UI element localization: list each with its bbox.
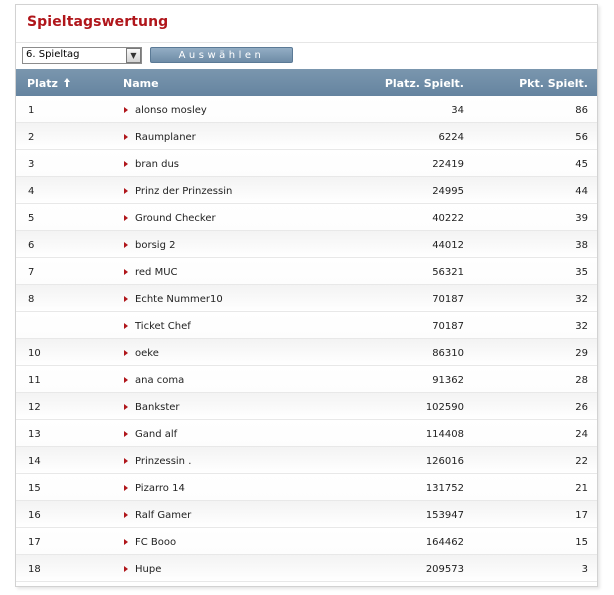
row-platz-spielt: 209573 — [425, 564, 464, 575]
chevron-down-icon[interactable]: ▼ — [126, 48, 141, 63]
player-name-link[interactable]: bran dus — [135, 159, 179, 170]
triangle-right-icon — [124, 512, 128, 518]
row-platz-spielt: 164462 — [425, 537, 464, 548]
row-platz-spielt: 44012 — [432, 240, 464, 251]
row-name[interactable] — [124, 510, 191, 521]
triangle-right-icon — [124, 539, 128, 545]
row-name[interactable] — [124, 105, 207, 116]
table-row — [16, 204, 597, 231]
table-row — [16, 177, 597, 204]
triangle-right-icon — [124, 107, 128, 113]
row-name[interactable] — [124, 429, 177, 440]
table-row — [16, 96, 597, 123]
triangle-right-icon — [124, 458, 128, 464]
row-pkt-spielt: 45 — [575, 159, 588, 170]
player-name-link[interactable]: red MUC — [135, 267, 178, 278]
header-platz[interactable]: Platz — [27, 77, 72, 90]
row-platz-spielt: 24995 — [432, 186, 464, 197]
row-platz-spielt: 91362 — [432, 375, 464, 386]
row-platz-spielt: 102590 — [425, 402, 464, 413]
standings-table — [16, 69, 597, 586]
player-name-link[interactable]: Echte Nummer10 — [135, 294, 223, 305]
header-platz-spielt[interactable]: Platz. Spielt. — [384, 77, 464, 90]
row-pkt-spielt: 32 — [575, 321, 588, 332]
row-platz-spielt: 56321 — [432, 267, 464, 278]
row-platz: 2 — [28, 132, 35, 143]
row-name[interactable] — [124, 240, 175, 251]
row-pkt-spielt: 15 — [575, 537, 588, 548]
table-row — [16, 285, 597, 312]
row-pkt-spielt: 24 — [575, 429, 588, 440]
select-button[interactable]: Auswählen — [150, 47, 293, 63]
panel-title: Spieltagswertung — [27, 14, 169, 30]
player-name-link[interactable]: Ticket Chef — [135, 321, 191, 332]
player-name-link[interactable]: Prinzessin . — [135, 456, 192, 467]
row-platz-spielt: 153947 — [425, 510, 464, 521]
triangle-right-icon — [124, 134, 128, 140]
row-name[interactable] — [124, 402, 180, 413]
triangle-right-icon — [124, 296, 128, 302]
table-row — [16, 528, 597, 555]
row-platz: 3 — [28, 159, 35, 170]
matchday-select[interactable] — [22, 47, 142, 64]
row-platz-spielt: 70187 — [432, 321, 464, 332]
matchday-select-value: 6. Spieltag — [26, 49, 80, 60]
triangle-right-icon — [124, 404, 128, 410]
triangle-right-icon — [124, 350, 128, 356]
player-name-link[interactable]: Pizarro 14 — [135, 483, 185, 494]
triangle-right-icon — [124, 485, 128, 491]
row-platz: 10 — [28, 348, 41, 359]
row-name[interactable] — [124, 564, 161, 575]
table-row — [16, 123, 597, 150]
triangle-right-icon — [124, 242, 128, 248]
row-name[interactable] — [124, 321, 191, 332]
player-name-link[interactable]: FC Booo — [135, 537, 177, 548]
row-name[interactable] — [124, 294, 223, 305]
player-name-link[interactable]: Prinz der Prinzessin — [135, 186, 233, 197]
table-row — [16, 231, 597, 258]
row-platz: 12 — [28, 402, 41, 413]
row-platz-spielt: 131752 — [425, 483, 464, 494]
row-name[interactable] — [124, 186, 232, 197]
row-name[interactable] — [124, 213, 216, 224]
row-name[interactable] — [124, 159, 179, 170]
row-platz: 18 — [28, 564, 41, 575]
row-platz: 13 — [28, 429, 41, 440]
table-row — [16, 555, 597, 582]
player-name-link[interactable]: Gand alf — [135, 429, 178, 440]
row-name[interactable] — [124, 375, 184, 386]
standings-panel — [15, 4, 598, 587]
row-name[interactable] — [124, 132, 196, 143]
row-platz: 11 — [28, 375, 41, 386]
table-row — [16, 258, 597, 285]
row-platz-spielt: 34 — [451, 105, 464, 116]
player-name-link[interactable]: borsig 2 — [135, 240, 176, 251]
table-body — [16, 96, 597, 582]
row-pkt-spielt: 35 — [575, 267, 588, 278]
table-row — [16, 447, 597, 474]
triangle-right-icon — [124, 566, 128, 572]
row-platz-spielt: 22419 — [432, 159, 464, 170]
row-pkt-spielt: 86 — [575, 105, 588, 116]
row-name[interactable] — [124, 267, 178, 278]
row-pkt-spielt: 29 — [575, 348, 588, 359]
row-pkt-spielt: 56 — [575, 132, 588, 143]
row-pkt-spielt: 22 — [575, 456, 588, 467]
table-row — [16, 393, 597, 420]
row-pkt-spielt: 44 — [575, 186, 588, 197]
row-platz-spielt: 86310 — [432, 348, 464, 359]
title-divider — [16, 42, 597, 43]
sort-up-icon[interactable] — [62, 78, 72, 88]
player-name-link[interactable]: Raumplaner — [135, 132, 196, 143]
triangle-right-icon — [124, 269, 128, 275]
triangle-right-icon — [124, 161, 128, 167]
row-platz: 16 — [28, 510, 41, 521]
row-pkt-spielt: 32 — [575, 294, 588, 305]
triangle-right-icon — [124, 215, 128, 221]
row-platz-spielt: 126016 — [425, 456, 464, 467]
row-pkt-spielt: 17 — [575, 510, 588, 521]
row-platz-spielt: 70187 — [432, 294, 464, 305]
player-name-link[interactable]: Ground Checker — [135, 213, 216, 224]
row-platz: 14 — [28, 456, 41, 467]
row-platz: 6 — [28, 240, 35, 251]
table-row — [16, 150, 597, 177]
triangle-right-icon — [124, 323, 128, 329]
row-pkt-spielt: 38 — [575, 240, 588, 251]
row-pkt-spielt: 3 — [581, 564, 588, 575]
row-platz: 15 — [28, 483, 41, 494]
player-name-link[interactable]: oeke — [135, 348, 159, 359]
row-platz: 4 — [28, 186, 35, 197]
table-row — [16, 366, 597, 393]
triangle-right-icon — [124, 377, 128, 383]
row-platz-spielt: 6224 — [438, 132, 464, 143]
table-row — [16, 474, 597, 501]
row-name[interactable] — [124, 537, 176, 548]
row-name[interactable] — [124, 456, 191, 467]
table-header — [16, 69, 597, 96]
row-platz: 1 — [28, 105, 35, 116]
row-platz-spielt: 40222 — [432, 213, 464, 224]
table-row — [16, 501, 597, 528]
player-name-link[interactable]: Hupe — [135, 564, 162, 575]
row-pkt-spielt: 28 — [575, 375, 588, 386]
row-pkt-spielt: 39 — [575, 213, 588, 224]
table-row — [16, 420, 597, 447]
row-platz: 8 — [28, 294, 35, 305]
player-name-link[interactable]: alonso mosley — [135, 105, 207, 116]
row-name[interactable] — [124, 348, 159, 359]
triangle-right-icon — [124, 431, 128, 437]
player-name-link[interactable]: ana coma — [135, 375, 185, 386]
header-pkt-spielt[interactable]: Pkt. Spielt. — [519, 77, 588, 90]
row-platz-spielt: 114408 — [425, 429, 464, 440]
row-platz: 5 — [28, 213, 35, 224]
row-pkt-spielt: 21 — [575, 483, 588, 494]
triangle-right-icon — [124, 188, 128, 194]
table-row — [16, 312, 597, 339]
row-platz: 17 — [28, 537, 41, 548]
player-name-link[interactable]: Bankster — [135, 402, 180, 413]
row-platz: 7 — [28, 267, 35, 278]
row-name[interactable] — [124, 483, 185, 494]
player-name-link[interactable]: Ralf Gamer — [135, 510, 192, 521]
table-row — [16, 339, 597, 366]
header-name[interactable]: Name — [123, 77, 159, 90]
row-pkt-spielt: 26 — [575, 402, 588, 413]
